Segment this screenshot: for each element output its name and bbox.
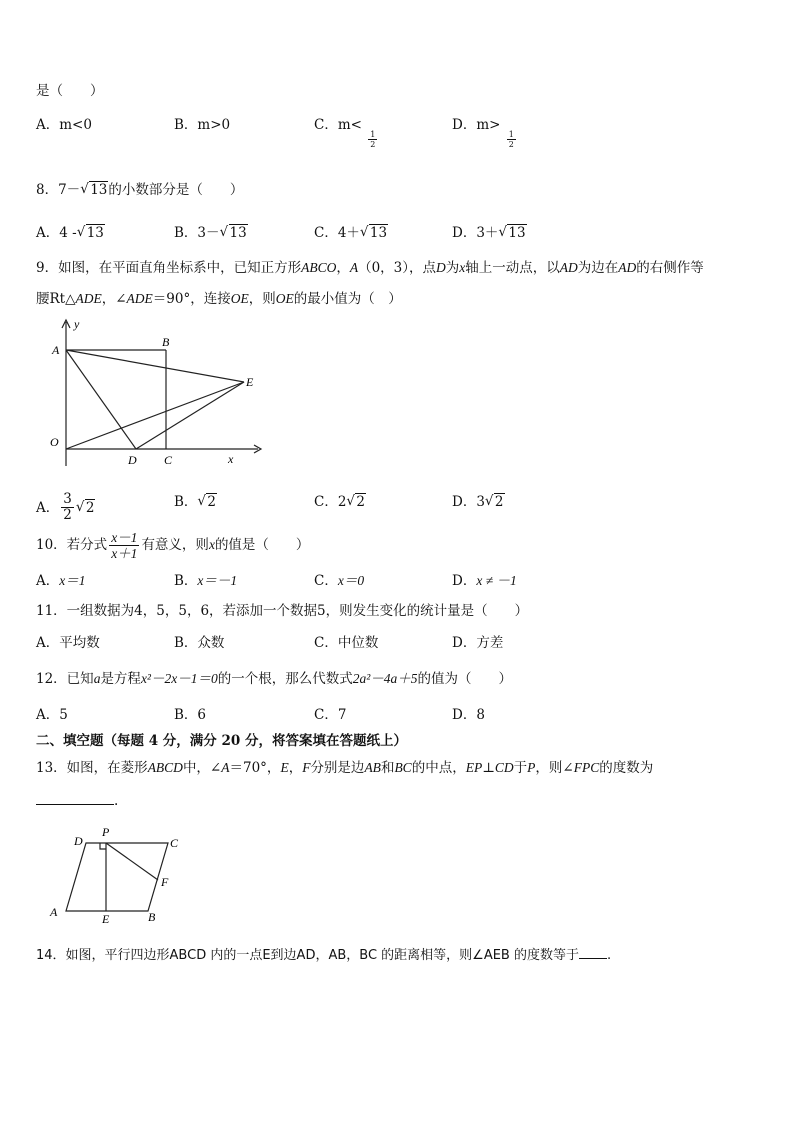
label-f: F bbox=[161, 875, 169, 889]
option-expr: x＝0 bbox=[337, 573, 365, 588]
q12-option-d: D．8 bbox=[452, 707, 485, 723]
text: 的右侧作等 bbox=[636, 260, 704, 276]
label-c: C bbox=[164, 453, 173, 467]
q11-option-a: A．平均数 bbox=[36, 635, 100, 651]
math-var: BC bbox=[394, 760, 412, 775]
label-b: B bbox=[162, 335, 170, 349]
text: 的中点， bbox=[411, 760, 466, 776]
radicand: 2 bbox=[494, 494, 504, 510]
q11-stem: 11．一组数据为4，5，5，6，若添加一个数据5，则发生变化的统计量是（ ） bbox=[36, 603, 529, 619]
math-var: E bbox=[280, 760, 289, 775]
q9-option-c bbox=[314, 493, 366, 511]
text: 的值是（ ） bbox=[214, 537, 310, 553]
q7-option-c bbox=[314, 116, 379, 149]
text: ，则 bbox=[248, 291, 276, 307]
math-var: CD bbox=[494, 760, 514, 775]
math-var: OE bbox=[230, 291, 249, 306]
sqrt-2: √ 2 bbox=[197, 493, 217, 510]
answer-blank[interactable] bbox=[579, 946, 607, 959]
q11-option-b: B．众数 bbox=[174, 635, 225, 651]
answer-blank[interactable] bbox=[36, 790, 114, 805]
q10-fraction bbox=[109, 530, 139, 561]
radicand: 2 bbox=[85, 500, 95, 516]
fraction-numerator: 1 bbox=[508, 130, 514, 139]
segment-ad bbox=[66, 350, 136, 449]
label-d: D bbox=[128, 453, 137, 467]
text: （0，3），点 bbox=[358, 260, 437, 276]
segment-ae bbox=[66, 350, 244, 382]
math-var: x bbox=[459, 260, 466, 275]
text: . bbox=[607, 948, 612, 963]
radicand: 2 bbox=[356, 494, 366, 510]
q7-option-d-fraction bbox=[507, 130, 516, 149]
sqrt-2: √ 2 bbox=[484, 493, 504, 510]
section-2-title: 二、填空题（每题 4 分，满分 20 分，将答案填在答题纸上） bbox=[36, 733, 407, 749]
q13-stem bbox=[36, 759, 653, 777]
segment-oe bbox=[66, 382, 244, 449]
math-var: AD bbox=[559, 260, 578, 275]
label-p: P bbox=[102, 825, 110, 839]
q8-option-a-label: A．4 - bbox=[36, 225, 77, 241]
q8-option-d bbox=[452, 224, 527, 242]
q13-figure bbox=[44, 824, 194, 924]
text: 10．若分式 bbox=[36, 537, 108, 553]
option-expr: x＝1 bbox=[59, 573, 86, 588]
option-label: A． bbox=[36, 573, 60, 589]
option-label: D． bbox=[452, 573, 477, 589]
q8-option-a bbox=[36, 224, 105, 242]
label-e: E bbox=[102, 912, 110, 924]
radicand: 13 bbox=[86, 225, 104, 241]
text: ，则∠ bbox=[535, 760, 574, 776]
math-expr: 2a²－4a＋5 bbox=[352, 671, 418, 686]
text: 9．如图，在平面直角坐标系中，已知正方形 bbox=[36, 260, 302, 276]
sqrt-2: √ 2 bbox=[75, 499, 95, 516]
q12-option-b: B．6 bbox=[174, 707, 207, 723]
text: 14．如图，平行四边形ABCD 内的一点E到边AD，AB，BC 的距离相等，则∠AEB 的度数等于 bbox=[36, 948, 579, 963]
label-d: D bbox=[74, 834, 83, 848]
math-var: ADE bbox=[75, 291, 102, 306]
text: ＝70°， bbox=[229, 760, 281, 776]
sqrt-13: √ 13 bbox=[219, 224, 247, 241]
text: 中，∠ bbox=[182, 760, 222, 776]
fraction-denominator: 2 bbox=[508, 140, 514, 149]
segment-pf bbox=[106, 843, 158, 880]
q10-option-d bbox=[452, 572, 517, 590]
text: 13．如图，在菱形 bbox=[36, 760, 148, 776]
label-a: A bbox=[52, 343, 60, 357]
text: ， bbox=[288, 760, 303, 776]
q8-option-c-label: C．4＋ bbox=[314, 225, 360, 241]
text: 的度数为 bbox=[599, 760, 654, 776]
math-var: D bbox=[436, 260, 446, 275]
math-var: A bbox=[221, 760, 230, 775]
math-var: P bbox=[527, 760, 536, 775]
q9-stem-line2 bbox=[36, 290, 402, 308]
q9-figure bbox=[36, 316, 266, 476]
q9-option-b bbox=[174, 493, 217, 511]
text: . bbox=[114, 793, 119, 809]
text: 于 bbox=[513, 760, 528, 776]
sqrt-13: √ 13 bbox=[498, 224, 526, 241]
fraction-denominator: x＋1 bbox=[111, 546, 138, 561]
q14-stem bbox=[36, 946, 611, 965]
q8-expr-prefix: 7－ bbox=[58, 182, 81, 198]
q8-option-b bbox=[174, 224, 248, 242]
math-var: ABCD bbox=[147, 760, 183, 775]
text: ，∠ bbox=[101, 291, 127, 307]
q10-option-c bbox=[314, 572, 364, 590]
label-c: C bbox=[170, 836, 179, 850]
fraction-numerator: 3 bbox=[63, 491, 72, 507]
text: 轴上一动点，以 bbox=[465, 260, 560, 276]
radicand: 13 bbox=[229, 225, 247, 241]
fraction-numerator: 1 bbox=[370, 130, 376, 139]
radicand: 13 bbox=[369, 225, 388, 241]
option-label: B． bbox=[174, 573, 198, 589]
q8-option-c bbox=[314, 224, 388, 242]
label-x: x bbox=[228, 452, 234, 466]
label-a: A bbox=[50, 905, 58, 919]
fraction-numerator: x－1 bbox=[111, 530, 138, 545]
q11-option-d: D．方差 bbox=[452, 635, 504, 651]
q8-option-d-label: D．3＋ bbox=[452, 225, 499, 241]
q9-option-a bbox=[36, 493, 95, 524]
math-var: A bbox=[349, 260, 359, 275]
label-o: O bbox=[50, 435, 59, 449]
radicand: 13 bbox=[508, 225, 526, 241]
math-var: OE bbox=[275, 291, 294, 306]
option-label: A． bbox=[36, 500, 60, 516]
q10-option-b bbox=[174, 572, 237, 590]
sqrt-13: √ 13 bbox=[359, 224, 388, 241]
q9-option-d bbox=[452, 493, 505, 511]
label-y: y bbox=[74, 317, 80, 331]
q7-option-d bbox=[452, 116, 518, 149]
option-expr: x＝－1 bbox=[197, 573, 238, 588]
text: ＝90°，连接 bbox=[152, 291, 231, 307]
math-var: a bbox=[93, 671, 101, 686]
q7-option-b: B．m>0 bbox=[174, 117, 231, 133]
math-var: ADE bbox=[126, 291, 153, 306]
math-var: AD bbox=[618, 260, 637, 275]
label-e: E bbox=[246, 375, 254, 389]
math-expr: x²－2x－1＝0 bbox=[140, 671, 218, 686]
text: 分别是边 bbox=[310, 760, 365, 776]
text: 和 bbox=[380, 760, 395, 776]
q13-answer-line bbox=[36, 790, 118, 810]
rhombus-abcd bbox=[66, 843, 168, 911]
text: 是方程 bbox=[100, 671, 141, 687]
text: 为 bbox=[445, 260, 460, 276]
sqrt-13: √ 13 bbox=[80, 181, 108, 198]
q7-option-c-fraction bbox=[368, 130, 377, 149]
q8-stem-tail: 的小数部分是（ ） bbox=[108, 182, 244, 198]
right-angle-mark bbox=[100, 843, 106, 849]
q10-option-a bbox=[36, 572, 86, 590]
math-var: F bbox=[302, 760, 311, 775]
q12-stem bbox=[36, 670, 512, 688]
sqrt-2: √ 2 bbox=[346, 493, 366, 510]
sqrt-13: √ 13 bbox=[76, 224, 104, 241]
label-b: B bbox=[148, 910, 156, 924]
option-expr: x ≠ －1 bbox=[476, 573, 517, 588]
text: 的最小值为（ ） bbox=[293, 291, 402, 307]
math-var: AB bbox=[364, 760, 381, 775]
text: 的值为（ ） bbox=[417, 671, 513, 687]
text: 有意义，则 bbox=[141, 537, 209, 553]
q11-option-c: C．中位数 bbox=[314, 635, 379, 651]
text: 为边在 bbox=[577, 260, 619, 276]
fraction-denominator: 2 bbox=[370, 140, 376, 149]
q12-option-a: A．5 bbox=[36, 707, 68, 723]
q8-stem bbox=[36, 181, 243, 199]
q8-number: 8． bbox=[36, 182, 59, 198]
q7-option-a: A．m<0 bbox=[36, 117, 92, 133]
q12-option-c: C．7 bbox=[314, 707, 347, 723]
q7-option-d-label: D．m> bbox=[452, 117, 501, 133]
option-label: D．3 bbox=[452, 494, 485, 510]
option-label: C．2 bbox=[314, 494, 347, 510]
text: ， bbox=[336, 260, 350, 276]
segment-de bbox=[136, 382, 244, 449]
fraction-denominator: 2 bbox=[63, 507, 72, 523]
q7-option-c-label: C．m< bbox=[314, 117, 362, 133]
text: ⊥ bbox=[482, 760, 495, 776]
text: 的一个根，那么代数式 bbox=[217, 671, 353, 687]
q10-stem bbox=[36, 528, 309, 562]
math-var: x bbox=[208, 537, 215, 552]
radicand: 2 bbox=[207, 494, 217, 510]
text: 12．已知 bbox=[36, 671, 94, 687]
fraction-3-2 bbox=[61, 492, 74, 523]
math-var: EP bbox=[465, 760, 483, 775]
radicand: 13 bbox=[90, 182, 108, 198]
q9-stem-line1 bbox=[36, 259, 704, 277]
q7-stem-tail: 是（ ） bbox=[36, 83, 104, 99]
option-label: C． bbox=[314, 573, 338, 589]
text: 腰Rt△ bbox=[36, 291, 76, 307]
math-var: ABCO bbox=[301, 260, 337, 275]
option-label: B． bbox=[174, 494, 198, 510]
math-var: FPC bbox=[573, 760, 600, 775]
q8-option-b-label: B．3－ bbox=[174, 225, 220, 241]
